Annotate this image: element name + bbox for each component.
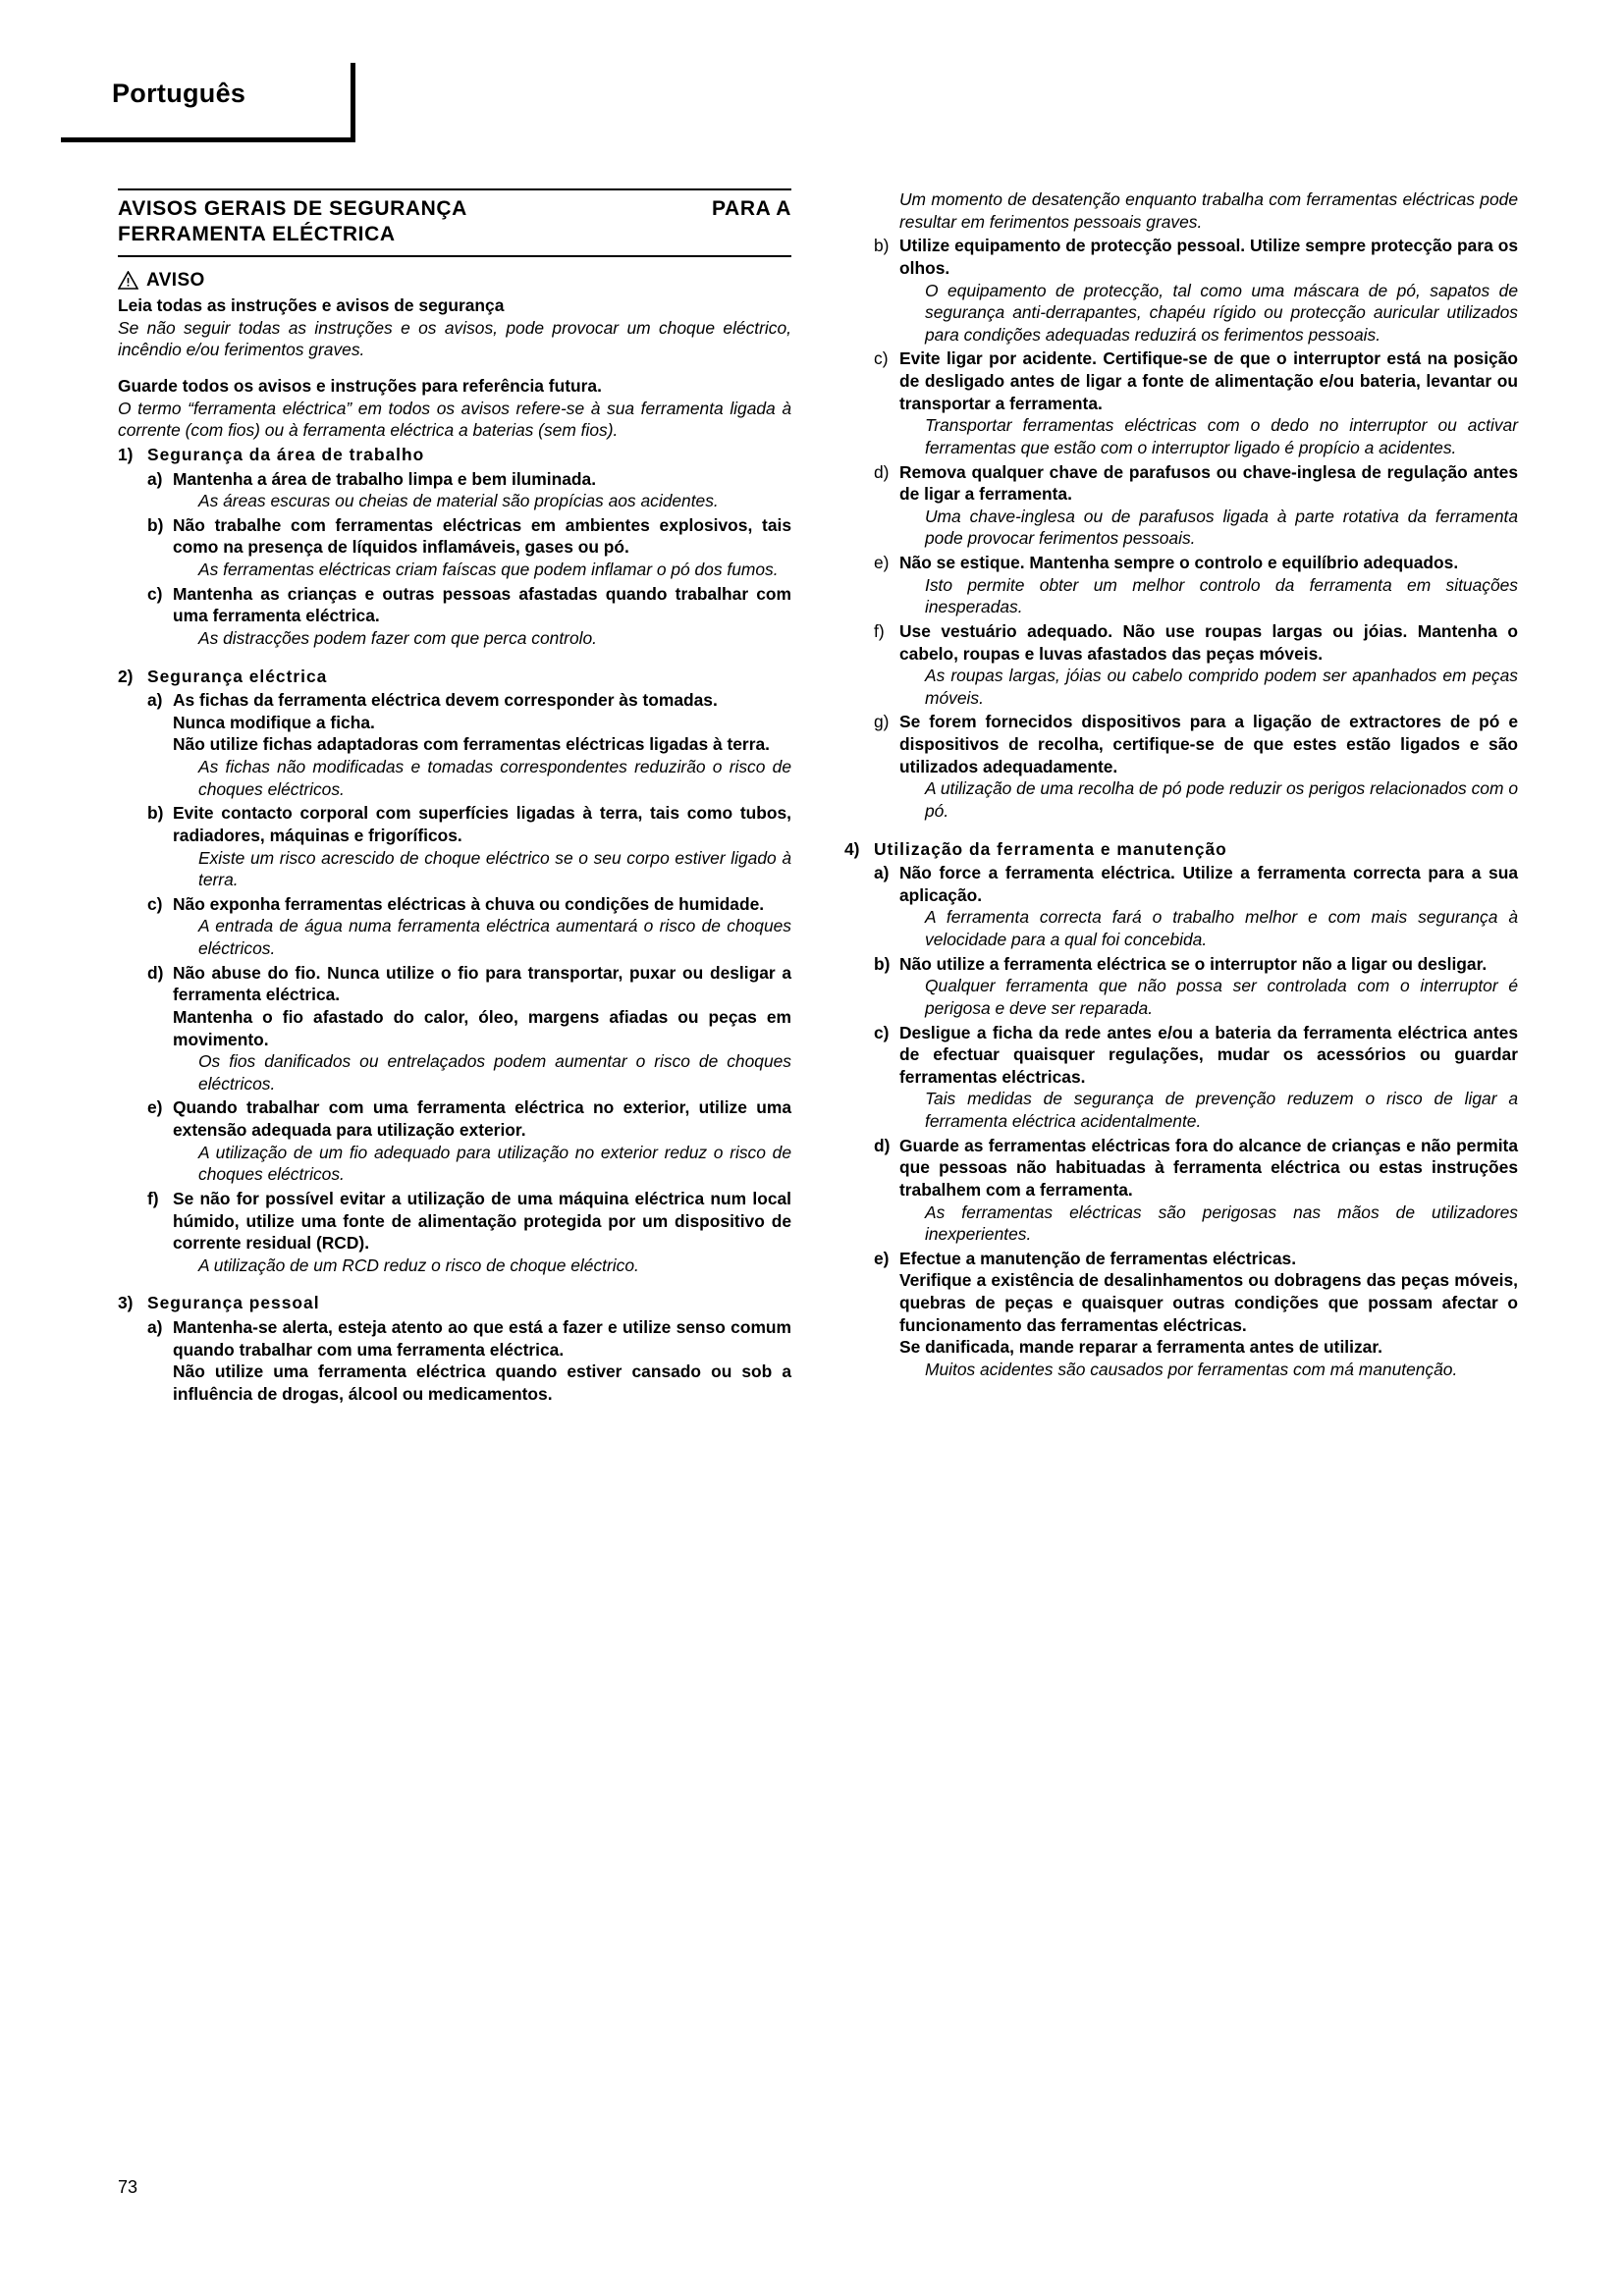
item-marker: 1)	[118, 444, 134, 464]
list-item	[147, 1188, 791, 1277]
warning-body: Se não seguir todas as instruções e os avisos, pode provocar um choque eléctrico, incêndio e/ou ferimentos graves.	[118, 317, 791, 360]
subitem-bold: Desligue a ficha da rede antes e/ou a bateria da ferramenta eléctrica antes de efectuar quaisquer regulações, mudar os acessórios ou guardar ferramentas eléctricas.	[899, 1022, 1518, 1087]
section-title-line1-left: AVISOS GERAIS DE SEGURANÇA	[118, 197, 467, 220]
list-item	[874, 1248, 1518, 1381]
subitem-italic: As fichas não modificadas e tomadas correspondentes reduzirão o risco de choques eléctricos.	[198, 757, 791, 799]
subitem-italic: Existe um risco acrescido de choque eléctrico se o seu corpo estiver ligado à terra.	[198, 847, 791, 890]
list-item	[147, 468, 791, 512]
subitem-italic: Os fios danificados ou entrelaçados podem aumentar o risco de choques eléctricos.	[198, 1051, 791, 1094]
item-marker: 3)	[118, 1293, 134, 1313]
subitem-bold: Não se estique. Mantenha sempre o controlo e equilíbrio adequados.	[899, 553, 1459, 572]
subitem-italic: A utilização de um fio adequado para utilização no exterior reduz o risco de choques eléctricos.	[198, 1142, 791, 1185]
subitem-bold-3: Se danificada, mande reparar a ferramenta antes de utilizar.	[899, 1337, 1382, 1358]
warning-row	[118, 269, 791, 294]
page-header	[61, 51, 355, 141]
list-item	[874, 552, 1518, 618]
subitem-italic: As distracções podem fazer com que perca controlo.	[198, 627, 597, 648]
subitem-marker: c)	[147, 583, 163, 604]
list-item	[874, 953, 1518, 1020]
list-item	[118, 666, 791, 1277]
header-rule-vertical	[351, 63, 355, 142]
subitem-bold-3: Não utilize fichas adaptadoras com ferramentas eléctricas ligadas à terra.	[173, 734, 770, 755]
section-title-line1-right: PARA A	[712, 197, 791, 220]
subitem-bold: Remova qualquer chave de parafusos ou chave-inglesa de regulação antes de ligar a ferramenta.	[899, 461, 1518, 505]
item-heading: Segurança eléctrica	[147, 666, 328, 686]
subitem-bold-2: Verifique a existência de desalinhamentos ou dobragens das peças móveis, quebras de peças e quaisquer outras condições que possam afectar o funcionamento das ferramentas eléctricas.	[899, 1270, 1518, 1335]
keep-instructions-bold: Guarde todos os avisos e instruções para referência futura.	[118, 376, 602, 397]
list-item	[147, 893, 791, 960]
continuation-italic: Um momento de desatenção enquanto trabalha com ferramentas eléctricas pode resultar em ferimentos pessoais graves.	[899, 189, 1518, 232]
subitem-marker: a)	[874, 863, 890, 883]
subitem-marker: e)	[874, 1248, 890, 1268]
subitem-bold: Guarde as ferramentas eléctricas fora do alcance de crianças e não permita que pessoas não habituadas à ferramenta eléctrica ou estas instruções trabalhem com a ferramenta.	[899, 1135, 1518, 1200]
list-item	[874, 347, 1518, 458]
subitem-bold: Não exponha ferramentas eléctricas à chuva ou condições de humidade.	[173, 893, 765, 914]
keep-instructions-italic: O termo “ferramenta eléctrica” em todos os avisos refere-se à sua ferramenta ligada à corrente (com fios) ou à ferramenta eléctrica a baterias (sem fios).	[118, 398, 791, 441]
subitem-bold: Evite ligar por acidente. Certifique-se de que o interruptor está na posição de desligado antes de ligar a fonte de alimentação e/ou bateria, levantar ou transportar a ferramenta.	[899, 348, 1518, 413]
language-title: Português	[112, 79, 246, 108]
subitem-italic: A entrada de água numa ferramenta eléctrica aumentará o risco de choques eléctricos.	[198, 916, 791, 959]
subitem-marker: b)	[147, 803, 164, 824]
subitem-bold: Efectue a manutenção de ferramentas eléctricas.	[899, 1248, 1297, 1268]
subitem-marker: a)	[147, 1317, 163, 1338]
list-item	[874, 1135, 1518, 1246]
subitem-bold: As fichas da ferramenta eléctrica devem corresponder às tomadas.	[173, 690, 718, 711]
subitem-italic: A utilização de uma recolha de pó pode reduzir os perigos relacionados com o pó.	[925, 778, 1518, 821]
subitem-bold: Se forem fornecidos dispositivos para a ligação de extractores de pó e dispositivos de recolha, certifique-se de que estes estão ligados e são utilizados adequadamente.	[899, 712, 1518, 776]
list-item	[874, 1022, 1518, 1133]
subitem-italic: Isto permite obter um melhor controlo da ferramenta em situações inesperadas.	[925, 574, 1518, 617]
subitem-italic: As áreas escuras ou cheias de material são propícias aos acidentes.	[198, 491, 719, 511]
header-rule-horizontal	[61, 137, 355, 142]
list-item	[118, 1292, 791, 1405]
list-item	[147, 962, 791, 1095]
subitem-italic: Transportar ferramentas eléctricas com o dedo no interruptor ou activar ferramentas que estão com o interruptor ligado é propício a acidentes.	[925, 415, 1518, 457]
subitem-bold: Mantenha a área de trabalho limpa e bem iluminada.	[173, 468, 597, 489]
subitem-bold: Utilize equipamento de protecção pessoal. Utilize sempre protecção para os olhos.	[899, 236, 1518, 278]
subitem-italic: As ferramentas eléctricas criam faíscas que podem inflamar o pó dos fumos.	[198, 560, 779, 580]
list-item	[874, 862, 1518, 951]
subitem-marker: b)	[874, 236, 890, 256]
item-heading: Segurança pessoal	[147, 1293, 320, 1313]
subitem-marker: d)	[874, 1135, 891, 1155]
section-title	[118, 188, 791, 257]
item-heading: Utilização da ferramenta e manutenção	[874, 838, 1227, 859]
subitem-bold: Mantenha-se alerta, esteja atento ao que está a fazer e utilize senso comum quando trabalhar com uma ferramenta eléctrica.	[173, 1317, 791, 1360]
left-column	[118, 188, 791, 1406]
subitem-bold: Se não for possível evitar a utilização de uma máquina eléctrica num local húmido, utilize uma fonte de alimentação protegida por um dispositivo de corrente residual (RCD).	[173, 1188, 791, 1254]
subitem-italic: Tais medidas de segurança de prevenção reduzem o risco de ligar a ferramenta eléctrica acidentalmente.	[925, 1089, 1518, 1131]
subitem-marker: e)	[147, 1097, 163, 1118]
subitem-marker: b)	[874, 953, 891, 974]
subitem-bold: Evite contacto corporal com superfícies ligadas à terra, tais como tubos, radiadores, máquinas e frigoríficos.	[173, 803, 791, 845]
subitem-italic: As ferramentas eléctricas são perigosas nas mãos de utilizadores inexperientes.	[925, 1201, 1518, 1245]
list-item	[118, 444, 791, 650]
subitem-italic: Muitos acidentes são causados por ferramentas com má manutenção.	[925, 1359, 1458, 1379]
subitem-bold-2: Não utilize uma ferramenta eléctrica quando estiver cansado ou sob a influência de drogas, álcool ou medicamentos.	[173, 1362, 791, 1404]
section-title-line2: FERRAMENTA ELÉCTRICA	[118, 223, 396, 246]
subitem-italic: O equipamento de protecção, tal como uma máscara de pó, sapatos de segurança anti-derrapantes, chapéu rígido ou protecção auricular utilizados para condições adequadas reduzirá os ferimentos pessoais.	[925, 280, 1518, 345]
subitem-italic: Uma chave-inglesa ou de parafusos ligada à parte rotativa da ferramenta pode provocar ferimentos pessoais.	[925, 506, 1518, 549]
subitem-italic: A utilização de um RCD reduz o risco de choque eléctrico.	[198, 1255, 639, 1275]
page-number: 73	[118, 2177, 138, 2197]
subitem-bold: Não trabalhe com ferramentas eléctricas em ambientes explosivos, tais como na presença de líquidos inflamáveis, gases ou pó.	[173, 514, 791, 558]
warning-triangle-icon	[118, 271, 138, 290]
list-item	[844, 838, 1518, 1381]
subitem-marker: c)	[874, 1022, 890, 1042]
item-heading: Segurança da área de trabalho	[147, 444, 425, 464]
subitem-bold: Não force a ferramenta eléctrica. Utilize a ferramenta correcta para a sua aplicação.	[899, 863, 1518, 905]
subitem-marker: a)	[147, 690, 163, 711]
subitem-bold: Não utilize a ferramenta eléctrica se o interruptor não a ligar ou desligar.	[899, 953, 1488, 974]
list-item	[147, 1316, 791, 1406]
subitem-bold: Quando trabalhar com uma ferramenta eléctrica no exterior, utilize uma extensão adequada para utilização exterior.	[173, 1097, 791, 1141]
subitem-italic: Qualquer ferramenta que não possa ser controlada com o interruptor é perigosa e deve ser reparada.	[925, 976, 1518, 1018]
subitem-marker: d)	[147, 962, 164, 983]
list-item	[147, 583, 791, 650]
subitem-bold-2: Mantenha o fio afastado do calor, óleo, margens afiadas ou peças em movimento.	[173, 1006, 791, 1049]
subitem-marker: c)	[874, 348, 889, 369]
list-item	[147, 514, 791, 581]
subitem-marker: f)	[874, 620, 885, 641]
subitem-bold: Não abuse do fio. Nunca utilize o fio para transportar, puxar ou desligar a ferramenta eléctrica.	[173, 962, 791, 1005]
subitem-marker: b)	[147, 514, 164, 535]
subitem-marker: a)	[147, 468, 163, 489]
right-column	[844, 188, 1518, 1381]
list-item	[874, 711, 1518, 822]
item-marker: 2)	[118, 666, 134, 686]
subitem-marker: g)	[874, 712, 890, 732]
subitem-marker: d)	[874, 461, 890, 482]
subitem-italic: A ferramenta correcta fará o trabalho melhor e com mais segurança à velocidade para a qual foi concebida.	[925, 907, 1518, 949]
subitem-marker: c)	[147, 893, 163, 914]
subitem-bold: Mantenha as crianças e outras pessoas afastadas quando trabalhar com uma ferramenta eléctrica.	[173, 583, 791, 626]
list-item	[874, 461, 1518, 551]
list-item	[874, 235, 1518, 346]
list-item	[147, 1096, 791, 1186]
list-item	[147, 802, 791, 891]
warning-heading: Leia todas as instruções e avisos de segurança	[118, 295, 505, 316]
list-item	[147, 689, 791, 800]
list-item	[874, 620, 1518, 710]
subitem-marker: e)	[874, 553, 890, 572]
subitem-italic: As roupas largas, jóias ou cabelo comprido podem ser apanhados em peças móveis.	[925, 666, 1518, 708]
subitem-marker: f)	[147, 1188, 159, 1208]
subitem-bold-2: Nunca modifique a ficha.	[173, 712, 375, 732]
warning-label: AVISO	[146, 269, 205, 291]
subitem-bold: Use vestuário adequado. Não use roupas largas ou jóias. Mantenha o cabelo, roupas e luvas afastados das peças móveis.	[899, 620, 1518, 664]
item-marker: 4)	[844, 838, 860, 859]
